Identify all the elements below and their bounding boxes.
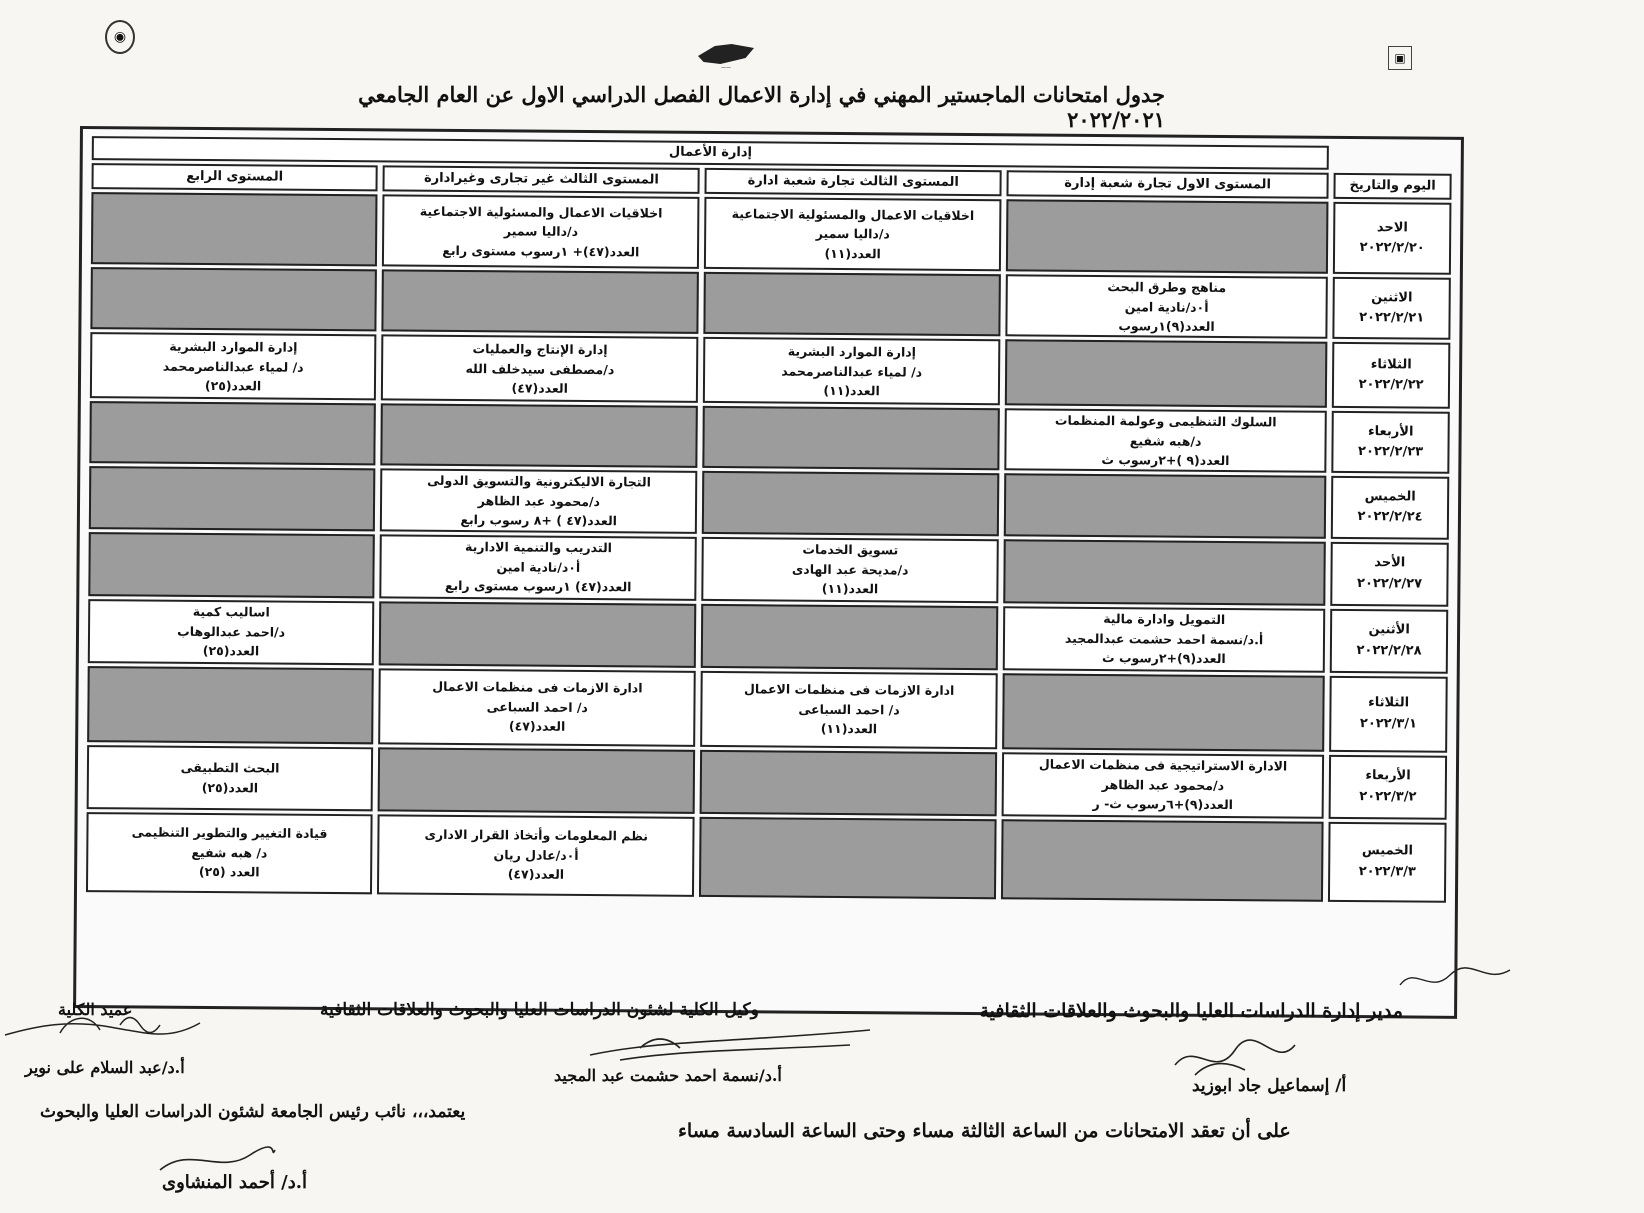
exam-instructor: د/مصطفى سيدخلف الله (465, 360, 615, 377)
exam-cell (1005, 274, 1328, 339)
day-date: ٢٠٢٢/٢/٢٢ (1358, 377, 1424, 393)
exam-subject: التجارة الاليكترونية والتسويق الدولى (427, 473, 651, 490)
day-name: الأثنين (1368, 622, 1410, 638)
empty-shaded-cell (89, 401, 376, 465)
exam-instructor: د/داليا سمير (815, 226, 890, 242)
day-name: الخميس (1364, 489, 1416, 505)
empty-shaded-cell (88, 532, 375, 598)
schedule-row (91, 192, 1452, 275)
exam-cell (382, 195, 700, 269)
empty-shaded-cell (378, 747, 696, 813)
schedule-row (87, 745, 1447, 820)
exam-subject: التمويل وادارة مالية (1103, 611, 1226, 628)
empty-shaded-cell (699, 816, 996, 898)
exam-instructor: د/احمد عبدالوهاب (177, 623, 286, 640)
empty-shaded-cell (1006, 199, 1329, 274)
day-date: ٢٠٢٢/٢/٢٣ (1358, 444, 1424, 460)
approval-signature-scribble (150, 1140, 280, 1180)
col-header-level3-other: المستوى الثالث غير تجارى وغيرادارة (383, 166, 700, 194)
day-cell (1333, 202, 1451, 275)
exam-subject: اخلاقيات الاعمال والمسئولية الاجتماعية (731, 206, 975, 224)
exam-cell (380, 534, 698, 600)
exam-count: العدد(١١) (821, 581, 879, 597)
day-cell (1329, 754, 1447, 819)
empty-shaded-cell (381, 404, 699, 469)
exam-subject: ادارة الازمات فى منظمات الاعمال (432, 679, 643, 696)
exam-cell (380, 469, 698, 534)
exam-subject: مناهج وطرق البحث (1107, 279, 1227, 296)
exam-subject: إدارة الإنتاج والعمليات (472, 341, 608, 358)
exam-subject: إدارة الموارد البشرية (169, 338, 298, 355)
exam-count: العدد(٤٧)+ ١رسوب مستوى رابع (442, 242, 640, 260)
manager-title: مدير إدارة الدراسات العليا والبحوث والعلاقات الثقافية (979, 1000, 1403, 1022)
day-date: ٢٠٢٢/٢/٢٨ (1356, 642, 1422, 659)
day-name: الثلاثاء (1368, 695, 1410, 711)
manager-signature-scribble (1165, 1030, 1305, 1090)
page-title: جدول امتحانات الماجستير المهني في إدارة الاعمال الفصل الدراسي الاول عن العام الجامعي ٢٠٢٢/٢٠٢١ (358, 82, 1165, 132)
exam-instructor: د/مديحة عبد الهادى (791, 561, 909, 578)
exam-subject: تسويق الخدمات (802, 542, 899, 558)
day-cell (1332, 342, 1450, 409)
day-name: الأربعاء (1365, 768, 1411, 784)
day-date: ٢٠٢٢/٣/٢ (1359, 788, 1417, 805)
col-header-level4: المستوى الرابع (92, 163, 378, 191)
day-cell (1329, 675, 1447, 752)
exam-count: العدد(٤٧ ) +٨ رسوب رابع (460, 512, 618, 529)
schedule-row (90, 267, 1450, 340)
exam-instructor: د/ هبه شفيع (191, 844, 268, 861)
exam-cell (90, 332, 377, 400)
exam-instructor: د/ لمياء عبدالناصرمحمد (781, 363, 923, 380)
empty-shaded-cell (700, 749, 997, 815)
exam-count: العدد(١١) (823, 382, 880, 399)
exam-instructor: د/محمود عبد الظاهر (477, 492, 601, 509)
col-header-level3-commerce: المستوى الثالث تجارة شعبة ادارة (705, 168, 1002, 196)
empty-shaded-cell (379, 601, 697, 667)
exam-cell (381, 335, 699, 403)
day-name: الخميس (1361, 843, 1414, 859)
exam-instructor: د/داليا سمير (503, 223, 579, 240)
exam-count: العدد(٩)+٢رسوب ث (1102, 650, 1226, 667)
exam-cell (86, 812, 373, 894)
exam-count: العدد(١١) (824, 245, 881, 262)
empty-shaded-cell (1003, 539, 1326, 606)
dean-signature-scribble (0, 995, 210, 1065)
exam-instructor: د/محمود عبد الظاهر (1101, 776, 1225, 793)
exam-count: العدد(٢٥) (202, 643, 260, 659)
exam-time-note: على أن تعقد الامتحانات من الساعة الثالثة مساء وحتى الساعة السادسة مساء (678, 1120, 1291, 1142)
exam-subject: السلوك التنظيمى وعولمة المنظمات (1054, 412, 1277, 430)
day-date: ٢٠٢٢/٢/٢٤ (1357, 509, 1423, 526)
day-header-spacer (1334, 146, 1452, 171)
exam-count: العدد(٩)+٦رسوب ث- ر (1092, 796, 1234, 813)
day-cell (1331, 541, 1449, 606)
empty-shaded-cell (382, 270, 700, 335)
schedule-row (88, 599, 1448, 674)
exam-cell (1004, 409, 1327, 474)
approval-name: أ.د/ أحمد المنشاوى (162, 1172, 308, 1193)
empty-shaded-cell (702, 471, 999, 535)
vice-dean-title: وكيل الكلية لشئون الدراسات العليا والبحوث والعلاقات الثقافية (320, 1000, 759, 1020)
day-name: الاحد (1376, 220, 1408, 236)
day-date: ٢٠٢٢/٣/١ (1359, 715, 1418, 732)
exam-subject: التدريب والتنمية الادارية (464, 539, 613, 556)
exam-cell (88, 599, 375, 665)
day-name: الاثنين (1371, 290, 1413, 306)
exam-instructor: د/ احمد السباعى (486, 699, 588, 715)
schedule-row (90, 332, 1450, 409)
empty-shaded-cell (90, 267, 377, 331)
exam-subject: إدارة الموارد البشرية (787, 343, 917, 360)
day-date: ٢٠٢٢/٢/٢٧ (1356, 575, 1423, 592)
exam-count: العدد(١١) (820, 721, 878, 737)
empty-shaded-cell (701, 603, 998, 669)
exam-instructor: أ٠د/عادل ريان (493, 847, 579, 863)
exam-count: العدد(٩ )+٢رسوب ث (1101, 452, 1230, 469)
exam-cell (1003, 606, 1326, 673)
dean-title: عميد الكلية (58, 1000, 133, 1019)
crest-icon: ▣ (1388, 46, 1412, 70)
exam-count: العدد (٢٥) (198, 864, 260, 880)
exam-schedule-table (81, 133, 1457, 905)
empty-shaded-cell (89, 466, 376, 530)
faculty-logo-icon: —— (695, 44, 757, 72)
exam-cell (704, 197, 1001, 271)
approval-title: يعتمد،،، نائب رئيس الجامعة لشئون الدراسات العليا والبحوث (40, 1102, 466, 1122)
schedule-row (88, 532, 1448, 607)
empty-shaded-cell (1004, 474, 1327, 539)
manager-name: أ/ إسماعيل جاد ابوزيد (1192, 1076, 1347, 1096)
exam-cell (703, 337, 1000, 405)
day-cell (1333, 277, 1451, 340)
empty-shaded-cell (91, 192, 378, 266)
exam-count: العدد(٤٧) (508, 718, 566, 735)
exam-cell (378, 668, 696, 746)
exam-instructor: أ٠د/نادية امين (496, 559, 581, 575)
empty-shaded-cell (1005, 340, 1328, 409)
empty-shaded-cell (1001, 819, 1324, 902)
exam-schedule-frame (73, 126, 1464, 1019)
exam-count: العدد(٢٥) (204, 377, 262, 394)
day-name: الثلاثاء (1370, 357, 1412, 373)
schedule-row (89, 401, 1449, 474)
day-date: ٢٠٢٢/٢/٢٠ (1359, 240, 1425, 256)
exam-cell (1002, 752, 1325, 819)
day-cell (1332, 411, 1450, 474)
day-name: الأحد (1374, 555, 1406, 571)
schedule-row (89, 466, 1449, 539)
exam-count: العدد(٤٧) ١رسوب مستوى رابع (444, 578, 632, 595)
exam-cell (377, 814, 695, 896)
exam-count: العدد(٤٧) (511, 380, 568, 396)
exam-subject: اخلاقيات الاعمال والمسئولية الاجتماعية (419, 203, 663, 221)
day-cell (1330, 608, 1448, 673)
day-date: ٢٠٢٢/٣/٣ (1358, 863, 1416, 880)
exam-count: العدد(٢٥) (201, 779, 259, 795)
empty-shaded-cell (703, 406, 1000, 470)
exam-instructor: د/ احمد السباعى (798, 701, 900, 718)
exam-instructor: د/هبه شفيع (1129, 432, 1202, 449)
exam-instructor: أ٠د/نادية امين (1124, 298, 1209, 315)
department-label: إدارة الأعمال (92, 136, 1329, 170)
col-header-day: اليوم والتاريخ (1334, 173, 1452, 200)
exam-count: العدد(٩)١رسوب (1118, 318, 1215, 334)
exam-cell (701, 670, 998, 748)
empty-shaded-cell (87, 666, 374, 744)
schedule-row (86, 812, 1447, 903)
exam-subject: ادارة الازمات فى منظمات الاعمال (744, 681, 955, 699)
schedule-row (87, 666, 1448, 753)
exam-instructor: د/ لمياء عبدالناصرمحمد (162, 358, 304, 375)
vice-dean-signature-scribble (580, 1020, 880, 1080)
side-signature-scribble (1395, 960, 1515, 1000)
exam-subject: البحث التطبيقى (180, 759, 280, 776)
dean-name: أ.د/عبد السلام على نوير (25, 1058, 185, 1077)
empty-shaded-cell (1002, 673, 1325, 752)
exam-cell (87, 745, 374, 811)
exam-subject: نظم المعلومات وأتخاذ القرار الادارى (424, 827, 649, 844)
empty-shaded-cell (704, 272, 1001, 336)
university-seal-icon: ◉ (105, 20, 135, 54)
day-cell (1328, 821, 1446, 902)
exam-instructor: أ.د/نسمة احمد حشمت عبدالمجيد (1064, 630, 1264, 648)
vice-dean-name: أ.د/نسمة احمد حشمت عبد المجيد (554, 1066, 782, 1085)
exam-subject: اساليب كمية (192, 604, 270, 620)
col-header-level1: المستوى الاول تجارة شعبة إدارة (1006, 170, 1329, 199)
day-cell (1331, 476, 1449, 539)
exam-subject: قيادة التغيير والتطوير التنظيمى (131, 824, 328, 842)
exam-cell (702, 536, 999, 602)
exam-subject: الادارة الاستراتيجية فى منظمات الاعمال (1038, 757, 1288, 774)
day-name: الأربعاء (1368, 424, 1414, 440)
exam-count: العدد(٤٧) (507, 866, 565, 883)
day-date: ٢٠٢٢/٢/٢١ (1359, 310, 1425, 326)
